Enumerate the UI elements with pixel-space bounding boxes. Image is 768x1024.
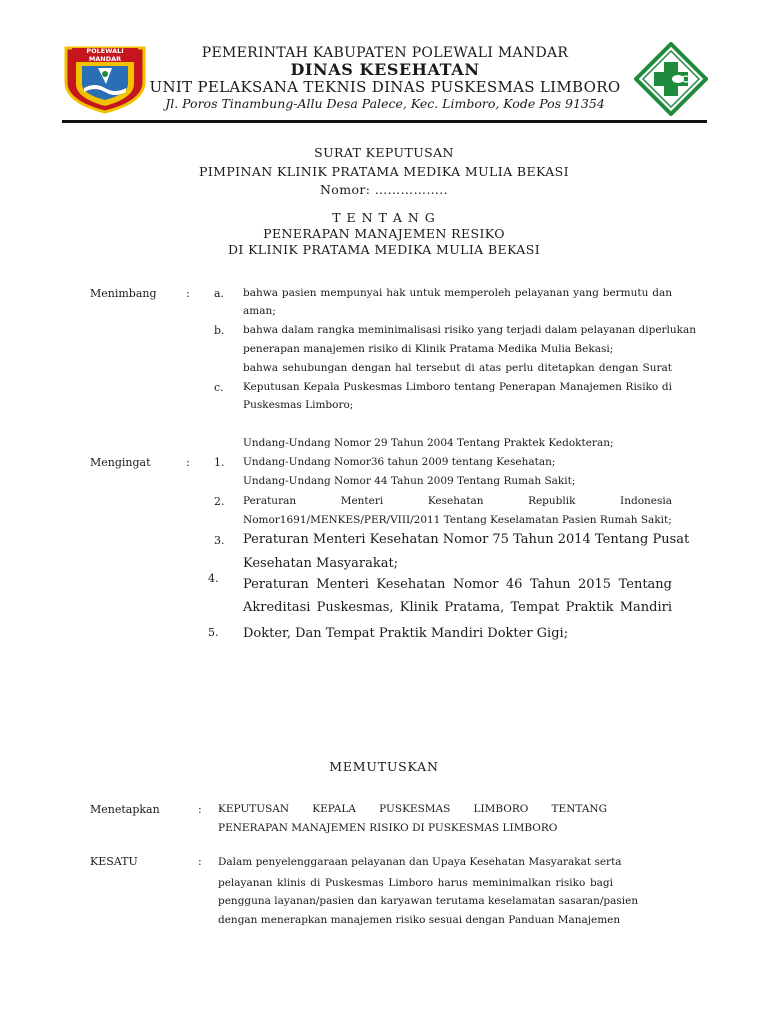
header-government: PEMERINTAH KABUPATEN POLEWALI MANDAR bbox=[201, 45, 569, 61]
menimbang-a-line1: bahwa pasien mempunyai hak untuk memperoleh pelayanan yang bermutu dan bbox=[243, 287, 672, 299]
menimbang-c-line3: Puskesmas Limboro; bbox=[243, 399, 354, 411]
header-divider bbox=[62, 120, 707, 123]
doc-type: SURAT KEPUTUSAN bbox=[314, 145, 454, 160]
menimbang-label: Menimbang bbox=[90, 287, 157, 300]
menimbang-letter-a: a. bbox=[214, 287, 225, 300]
mengingat-line4: Peraturan Menteri Kesehatan Republik Indonesia bbox=[243, 495, 672, 507]
mengingat-colon: : bbox=[186, 456, 190, 469]
menimbang-letter-b: b. bbox=[214, 324, 225, 337]
mengingat-num-4: 4. bbox=[208, 572, 219, 585]
mengingat-num-1: 1. bbox=[214, 456, 225, 469]
doc-number bbox=[0, 182, 768, 197]
mengingat-line10: Dokter, Dan Tempat Praktik Mandiri Dokter Gigi; bbox=[243, 626, 569, 641]
kesatu-line3: pengguna layanan/pasien dan karyawan terutama keselamatan sasaran/pasien bbox=[218, 895, 639, 907]
kesatu-line4: dengan menerapkan manajemen risiko sesuai dengan Panduan Manajemen bbox=[218, 914, 621, 926]
kesatu-label: KESATU bbox=[90, 855, 138, 868]
doc-subject-line2: DI KLINIK PRATAMA MEDIKA MULIA BEKASI bbox=[227, 242, 541, 257]
menimbang-b-line2: penerapan manajemen risiko di Klinik Pratama Medika Mulia Bekasi; bbox=[243, 343, 614, 355]
mengingat-label: Mengingat bbox=[90, 456, 151, 469]
doc-number-value: …………….. bbox=[370, 182, 449, 197]
mengingat-line8: Peraturan Menteri Kesehatan Nomor 46 Tahun 2015 Tentang bbox=[243, 577, 672, 592]
menimbang-b-line1: bahwa dalam rangka meminimalisasi risiko yang terjadi dalam pelayanan diperlukan bbox=[243, 324, 697, 336]
header-department: DINAS KESEHATAN bbox=[290, 60, 480, 79]
kesatu-line2: pelayanan klinis di Puskesmas Limboro harus meminimalkan risiko bagi bbox=[218, 877, 613, 889]
menimbang-c-line1: bahwa sehubungan dengan hal tersebut di atas perlu ditetapkan dengan Surat bbox=[243, 362, 672, 374]
menimbang-c-line2: Keputusan Kepala Puskesmas Limboro tentang Penerapan Manajemen Risiko di bbox=[243, 381, 672, 393]
mengingat-num-5: 5. bbox=[208, 626, 219, 639]
doc-about: T E N T A N G bbox=[332, 210, 436, 225]
mengingat-line5: Nomor1691/MENKES/PER/VIII/2011 Tentang Keselamatan Pasien Rumah Sakit; bbox=[243, 514, 672, 526]
puskesmas-cross-icon bbox=[634, 42, 708, 116]
header-address: Jl. Poros Tinambung-Allu Desa Palece, Kec. Limboro, Kode Pos 91354 bbox=[165, 96, 605, 111]
doc-issuer: PIMPINAN KLINIK PRATAMA MEDIKA MULIA BEKASI bbox=[199, 164, 569, 179]
doc-subject-line1: PENERAPAN MANAJEMEN RESIKO bbox=[263, 226, 505, 241]
menetapkan-colon: : bbox=[198, 803, 202, 816]
mengingat-line6: Peraturan Menteri Kesehatan Nomor 75 Tahun 2014 Tentang Pusat bbox=[243, 532, 690, 547]
mengingat-num-3: 3. bbox=[214, 534, 225, 547]
mengingat-line3: Undang-Undang Nomor 44 Tahun 2009 Tentang Rumah Sakit; bbox=[243, 475, 576, 487]
menimbang-a-line2: aman; bbox=[243, 305, 276, 317]
mengingat-line1: Undang-Undang Nomor 29 Tahun 2004 Tentang Praktek Kedokteran; bbox=[243, 437, 614, 449]
regency-logo bbox=[62, 44, 148, 114]
mengingat-line2: Undang-Undang Nomor36 tahun 2009 tentang Kesehatan; bbox=[243, 456, 556, 468]
logo-banner-text: POLEWALI MANDAR bbox=[86, 47, 124, 63]
kesatu-line1: Dalam penyelenggaraan pelayanan dan Upaya Kesehatan Masyarakat serta bbox=[218, 856, 622, 868]
menimbang-letter-c: c. bbox=[214, 381, 224, 394]
menetapkan-line2: PENERAPAN MANAJEMEN RISIKO DI PUSKESMAS LIMBORO bbox=[218, 822, 558, 834]
menetapkan-label: Menetapkan bbox=[90, 803, 160, 816]
mengingat-line7: Kesehatan Masyarakat; bbox=[243, 556, 399, 571]
kesatu-colon: : bbox=[198, 855, 202, 868]
puskesmas-logo bbox=[634, 42, 708, 116]
menimbang-colon: : bbox=[186, 287, 190, 300]
menetapkan-line1: KEPUTUSAN KEPALA PUSKESMAS LIMBORO TENTANG bbox=[218, 803, 607, 815]
mengingat-num-2: 2. bbox=[214, 495, 225, 508]
doc-number-label: Nomor: bbox=[319, 182, 371, 197]
header-unit: UNIT PELAKSANA TEKNIS DINAS PUSKESMAS LIMBORO bbox=[149, 78, 621, 96]
memutuskan-heading: MEMUTUSKAN bbox=[329, 759, 439, 774]
mengingat-line9: Akreditasi Puskesmas, Klinik Pratama, Tempat Praktik Mandiri bbox=[243, 600, 672, 615]
